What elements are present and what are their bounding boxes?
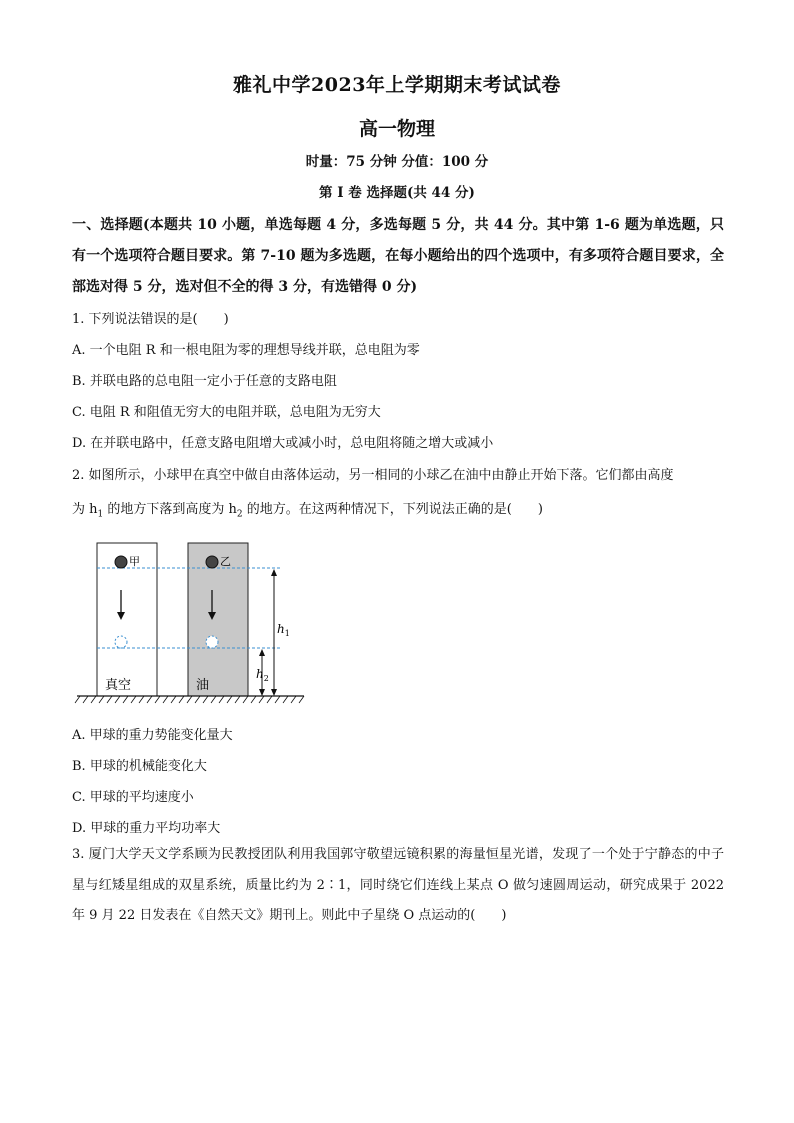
part-heading: 第 I 卷 选择题(共 44 分) bbox=[319, 185, 475, 201]
subject-title: 高一物理 bbox=[358, 118, 435, 140]
h1-arrow-top bbox=[271, 569, 277, 576]
h2-label: $h_2$ bbox=[256, 667, 269, 683]
ball-b-label: 乙 bbox=[220, 555, 231, 568]
exam-title: 雅礼中学2023年上学期期末考试试卷 bbox=[233, 74, 561, 96]
q2-stem-line2 bbox=[72, 498, 543, 520]
q2-stem-pre: 为 h bbox=[72, 502, 98, 517]
q2-option-c: C. 甲球的平均速度小 bbox=[72, 790, 194, 805]
falling-balls-diagram bbox=[72, 538, 312, 708]
q2-option-b: B. 甲球的机械能变化大 bbox=[72, 759, 207, 774]
q1-option-b: B. 并联电路的总电阻一定小于任意的支路电阻 bbox=[72, 374, 337, 389]
q1-option-a: A. 一个电阻 R 和一根电阻为零的理想导线并联，总电阻为零 bbox=[72, 343, 420, 358]
vacuum-tube bbox=[97, 543, 157, 696]
q2-figure bbox=[72, 538, 312, 712]
q2-stem-line1: 2. 如图所示，小球甲在真空中做自由落体运动，另一相同的小球乙在油中由静止开始下落。它们都由高度 bbox=[72, 468, 674, 483]
q2-stem-post: 的地方。在这两种情况下，下列说法正确的是( ) bbox=[242, 502, 543, 517]
q2-option-d: D. 甲球的重力平均功率大 bbox=[72, 821, 221, 836]
time-score-line: 时量：75 分钟 分值：100 分 bbox=[305, 154, 489, 170]
ball-b-final bbox=[206, 636, 218, 648]
q2-option-a: A. 甲球的重力势能变化量大 bbox=[72, 728, 233, 743]
h1-arrow-bottom bbox=[271, 689, 277, 696]
h2-arrow-top bbox=[259, 649, 265, 656]
oil-label: 油 bbox=[196, 678, 210, 693]
vacuum-label: 真空 bbox=[105, 678, 132, 693]
h1-label: $h_1$ bbox=[277, 622, 290, 638]
ball-b bbox=[206, 556, 218, 568]
q1-option-d: D. 在并联电路中，任意支路电阻增大或减小时，总电阻将随之增大或减小 bbox=[72, 436, 494, 451]
ground-hatch bbox=[75, 696, 304, 703]
q2-h1-sub: 1 bbox=[97, 509, 104, 520]
section-instructions: 一、选择题(本题共 10 小题，单选每题 4 分，多选每题 5 分，共 44 分。其中第 1-6 题为单选题，只有一个选项符合题目要求。第 7-10 题为多选题，在每小题给出的四个选项中，有多项符合题目要求，全部选对得 5 分，选对但不全的得 3 分，有选错得 0 分) bbox=[72, 217, 724, 295]
ball-a bbox=[115, 556, 127, 568]
q2-stem-mid: 的地方下落到高度为 h bbox=[103, 502, 237, 517]
q1-option-c: C. 电阻 R 和阻值无穷大的电阻并联，总电阻为无穷大 bbox=[72, 405, 381, 420]
q3-stem: 3. 厦门大学天文学系顾为民教授团队利用我国郭守敬望远镜积累的海量恒星光谱，发现了一个处于宁静态的中子星与红矮星组成的双星系统，质量比约为 2∶1，同时绕它们连线上某点 O 做匀速圆周运动，研究成果于 2022 年 9 月 22 日发表在《自然天文》期刊上。则此中子星绕 O 点运动的( ) bbox=[72, 847, 724, 923]
q1-stem: 1. 下列说法错误的是( ) bbox=[72, 312, 229, 327]
q2-h2-sub: 2 bbox=[236, 509, 243, 520]
oil-tube bbox=[188, 543, 248, 696]
ball-a-label: 甲 bbox=[129, 555, 140, 568]
h2-arrow-bottom bbox=[259, 689, 265, 696]
